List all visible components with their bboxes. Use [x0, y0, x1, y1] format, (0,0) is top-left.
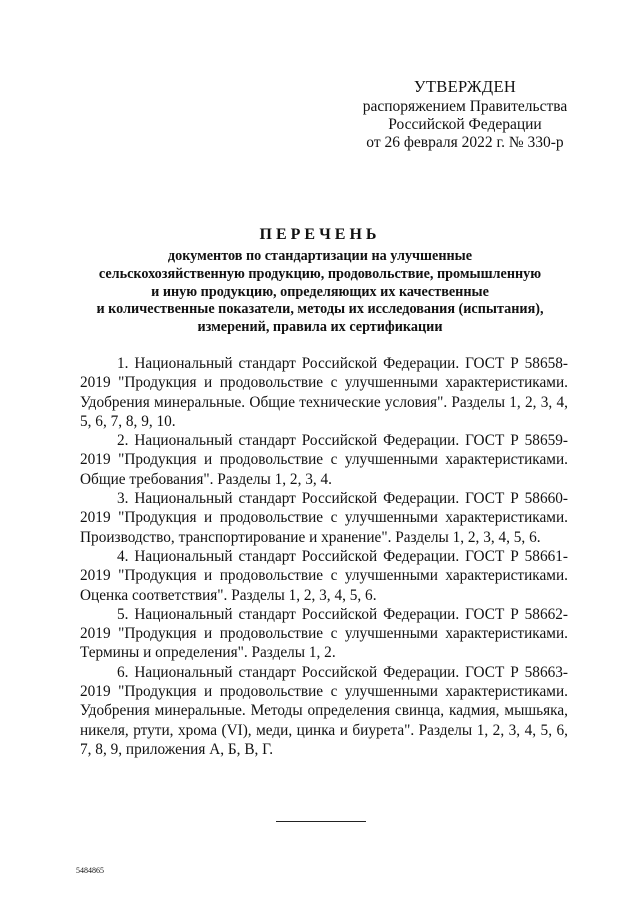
standards-list [80, 354, 568, 759]
approval-line-authority: распоряжением Правительства [362, 98, 568, 115]
subtitle-line: документов по стандартизации на улучшенные [167, 248, 473, 264]
subtitle-line: сельскохозяйственную продукцию, продовольствие, промышленную [98, 265, 542, 282]
approval-block [350, 78, 580, 152]
document-title: ПЕРЕЧЕНЬ [259, 226, 381, 243]
end-divider [276, 821, 366, 822]
list-item: 3. Национальный стандарт Российской Федерации. ГОСТ Р 58660-2019 "Продукция и продовольствие с улучшенными характеристиками. Производство, транспортирование и хранение". Разделы 1, 2, 3, 4, 5, 6. [80, 490, 568, 546]
list-item: 1. Национальный стандарт Российской Федерации. ГОСТ Р 58658-2019 "Продукция и продовольствие с улучшенными характеристиками. Удобрения минеральные. Общие технические условия". Разделы 1, 2, 3, 4, 5, 6, 7, 8, 9, 10. [80, 355, 568, 430]
list-item: 4. Национальный стандарт Российской Федерации. ГОСТ Р 58661-2019 "Продукция и продовольствие с улучшенными характеристиками. Оценка соответствия". Разделы 1, 2, 3, 4, 5, 6. [80, 547, 568, 604]
approval-heading: УТВЕРЖДЕН [413, 77, 517, 96]
document-subtitle [70, 248, 570, 337]
subtitle-line: и иную продукцию, определяющих их качественные [151, 283, 489, 300]
approval-line-country: Российской Федерации [388, 116, 542, 133]
list-item: 2. Национальный стандарт Российской Федерации. ГОСТ Р 58659-2019 "Продукция и продовольствие с улучшенными характеристиками. Общие требования". Разделы 1, 2, 3, 4. [80, 432, 568, 488]
subtitle-line: измерений, правила их сертификации [197, 319, 443, 336]
list-item: 6. Национальный стандарт Российской Федерации. ГОСТ Р 58663-2019 "Продукция и продовольствие с улучшенными характеристиками. Удобрения минеральные. Методы определения свинца, кадмия, мышьяка, никеля, ртути, хрома (VI), меди, цинка и биурета". Разделы 1, 2, 3, 4, 5, 6, 7, 8, 9, приложения А, Б, В, Г. [80, 663, 568, 758]
list-item: 5. Национальный стандарт Российской Федерации. ГОСТ Р 58662-2019 "Продукция и продовольствие с улучшенными характеристиками. Термины и определения". Разделы 1, 2. [80, 605, 568, 662]
document-number: 5484865 [76, 866, 104, 875]
subtitle-line: и количественные показатели, методы их исследования (испытания), [96, 301, 544, 318]
approval-line-date: от 26 февраля 2022 г. № 330-р [366, 134, 564, 151]
